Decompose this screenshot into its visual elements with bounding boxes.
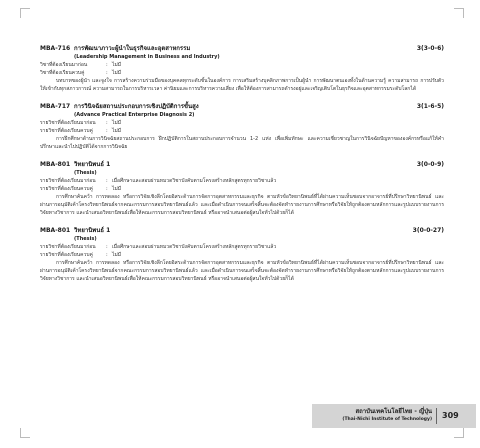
prerequisite-label: รายวิชาที่ต้องเรียนมาก่อน xyxy=(40,244,96,250)
course-title-en: (Thesis) xyxy=(74,170,97,176)
course-block xyxy=(40,226,444,283)
course-description: บทบาทของผู้นำ และจูงใจ การสร้างความร่วมมือของบุคคลทุกระดับชั้นในองค์การ การเสริมสร้างบุคลิกภาพการเป็นผู้นำ การพัฒนาตนเองทั้งในด้านความรู้ ความสามารถ การปรับตัวให้เข้ากับทุกสภาวการณ์ ความสามารถในการบริหารเวลา ค่านิยมและการบริหารความเสี่ยง เพื่อให้ต้องการสามารถดำรงอยู่และเจริญเติบโตในธุรกิจและอุตสาหกรรมระดับโลกได้ xyxy=(40,78,444,92)
prerequisite-label: รายวิชาที่ต้องเรียนมาก่อน xyxy=(40,178,96,184)
prerequisite-value: เมื่อศึกษาและสอบผ่านหมวดวิชาบังคับตามโครงสร้างหลักสูตรทุกรายวิชาแล้ว xyxy=(112,244,277,250)
course-title-en: (Thesis) xyxy=(74,236,97,242)
corequisite-value: ไม่มี xyxy=(112,186,122,192)
colon: : xyxy=(106,120,108,126)
prerequisite-label: รายวิชาที่ต้องเรียนมาก่อน xyxy=(40,120,96,126)
crop-mark-bottom-right xyxy=(454,428,464,438)
corequisite-value: ไม่มี xyxy=(112,70,122,76)
corequisite-value: ไม่มี xyxy=(112,252,122,258)
corequisite-row xyxy=(40,127,444,135)
page-footer xyxy=(312,404,476,428)
crop-mark-bottom-left xyxy=(20,428,30,438)
prerequisite-label: วิชาที่ต้องเรียนมาก่อน xyxy=(40,62,88,68)
footer-divider xyxy=(436,408,437,424)
colon: : xyxy=(106,70,108,76)
course-header xyxy=(40,226,444,235)
corequisite-label: รายวิชาที่ต้องเรียนควบคู่ xyxy=(40,128,93,134)
course-credits: 3(0-0-9) xyxy=(416,161,444,168)
course-block xyxy=(40,102,444,151)
colon: : xyxy=(106,62,108,68)
colon: : xyxy=(106,244,108,250)
course-credits: 3(1-6-5) xyxy=(416,103,444,110)
course-title-th: การพัฒนาภาวะผู้นำในธุรกิจและอุตสาหกรรม xyxy=(74,45,191,52)
course-code: MBA-716 xyxy=(40,45,71,52)
crop-mark-top-left xyxy=(20,8,30,18)
prerequisite-row xyxy=(40,243,444,251)
course-header xyxy=(40,160,444,169)
course-title-en: (Advance Practical Enterprise Diagnosis 2) xyxy=(74,112,195,118)
course-description: การศึกษาค้นคว้า การทดลอง หรือการวิจัยเชิงลึกโดยอิสระด้านการจัดการอุตสาหกรรมและธุรกิจ ตามหัวข้อวิทยานิพนธ์ที่ได้ผ่านความเห็นชอบจากอาจารย์ที่ปรึกษาวิทยานิพนธ์ และผ่านการอนุมัติเค้าโครงวิทยานิพนธ์จากคณะกรรมการสอบวิทยานิพนธ์แล้ว และเมื่อดำเนินการจนเสร็จสิ้นจะต้องจัดทำรายงานการศึกษาหรือวิจัยให้ถูกต้องตามหลักการและรูปแบบรายงานการวิจัยทางวิชาการ และนำเสนอวิทยานิพนธ์เพื่อให้คณะกรรมการสอบวิทยานิพนธ์ หรืออาจนำเสนอต่อผู้สนใจทั่วไปด้วยก็ได้ xyxy=(40,194,444,216)
course-list xyxy=(40,44,444,292)
course-title-th: วิทยานิพนธ์ 1 xyxy=(74,227,111,234)
prerequisite-row xyxy=(40,61,444,69)
institute-name-th: สถาบันเทคโนโลยีไทย - ญี่ปุ่น xyxy=(355,408,432,415)
course-block xyxy=(40,160,444,217)
colon: : xyxy=(106,178,108,184)
course-description: การฝึกศึกษาด้านการวินิจฉัยสถานประกอบการ ฝึกปฏิบัติการในสถานประกอบการจำนวน 1-2 แห่ง เพื่อเพิ่มทักษะ และความเชี่ยวชาญในการวินิจฉัยปัญหาขององค์กรหรือแก้ให้คำปรึกษาและนำไปปฏิบัติได้จากการวินิจฉัย xyxy=(40,136,444,150)
institute-name-en: (Thai-Nichi Institute of Technology) xyxy=(342,417,432,422)
course-code: MBA-801 xyxy=(40,227,71,234)
course-title-th: วิทยานิพนธ์ 1 xyxy=(74,161,111,168)
course-credits: 3(0-0-27) xyxy=(412,227,444,234)
course-description: การศึกษาค้นคว้า การทดลอง หรือการวิจัยเชิงลึกโดยอิสระด้านการจัดการอุตสาหกรรมและธุรกิจ ตามหัวข้อวิทยานิพนธ์ที่ได้ผ่านความเห็นชอบจากอาจารย์ที่ปรึกษาวิทยานิพนธ์ และผ่านการอนุมัติเค้าโครงวิทยานิพนธ์จากคณะกรรมการสอบวิทยานิพนธ์แล้ว และเมื่อดำเนินการจนเสร็จสิ้นจะต้องจัดทำรายงานการศึกษาหรือวิจัยให้ถูกต้องตามหลักการและรูปแบบรายงานการวิจัยทางวิชาการ และนำเสนอวิทยานิพนธ์เพื่อให้คณะกรรมการสอบวิทยานิพนธ์ หรืออาจนำเสนอต่อผู้สนใจทั่วไปด้วยก็ได้ xyxy=(40,260,444,282)
colon: : xyxy=(106,186,108,192)
page-number: 309 xyxy=(442,411,459,420)
prerequisite-value: ไม่มี xyxy=(112,62,122,68)
corequisite-value: ไม่มี xyxy=(112,128,122,134)
corequisite-label: วิชาที่ต้องเรียนควบคู่ xyxy=(40,70,85,76)
prerequisite-row xyxy=(40,177,444,185)
course-title-en: (Leadership Management in Business and Industry) xyxy=(74,54,220,60)
course-title-th: การวินิจฉัยสถานประกอบการเชิงปฏิบัติการขั้นสูง xyxy=(74,103,199,110)
course-code: MBA-801 xyxy=(40,161,71,168)
colon: : xyxy=(106,252,108,258)
corequisite-row xyxy=(40,69,444,77)
course-header xyxy=(40,102,444,111)
corequisite-row xyxy=(40,185,444,193)
prerequisite-value: ไม่มี xyxy=(112,120,122,126)
course-code: MBA-717 xyxy=(40,103,71,110)
corequisite-label: รายวิชาที่ต้องเรียนควบคู่ xyxy=(40,186,93,192)
prerequisite-value: เมื่อศึกษาและสอบผ่านหมวดวิชาบังคับตามโครงสร้างหลักสูตรทุกรายวิชาแล้ว xyxy=(112,178,277,184)
course-header xyxy=(40,44,444,53)
colon: : xyxy=(106,128,108,134)
course-block xyxy=(40,44,444,93)
course-credits: 3(3-0-6) xyxy=(416,45,444,52)
prerequisite-row xyxy=(40,119,444,127)
corequisite-label: รายวิชาที่ต้องเรียนควบคู่ xyxy=(40,252,93,258)
crop-mark-top-right xyxy=(454,8,464,18)
corequisite-row xyxy=(40,251,444,259)
